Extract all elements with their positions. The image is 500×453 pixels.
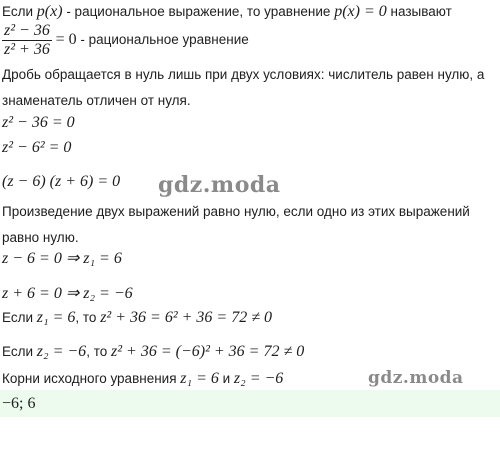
root-2: z + 6 = 0 ⇒ z₂ = −6: [2, 285, 133, 302]
fraction-line: [2, 22, 249, 59]
product-line-2: равно нулю.: [2, 230, 79, 245]
intro-suffix: называют: [386, 4, 452, 19]
check-2-mid: , то: [86, 344, 108, 359]
step-1: z² − 36 = 0: [2, 114, 75, 131]
root-1: z − 6 = 0 ⇒ z₁ = 6: [2, 250, 122, 267]
check-2-expr: z² + 36 = (−6)² + 36 = 72 ≠ 0: [111, 343, 305, 360]
check-1: [2, 309, 272, 327]
intro-line: [2, 3, 452, 21]
conclusion-prefix: Корни исходного уравнения: [2, 371, 177, 386]
conclusion-z1: z₁ = 6: [180, 370, 219, 387]
answer-value: −6; 6: [2, 395, 36, 412]
fraction-denominator: z² + 36: [4, 41, 50, 58]
check-1-var: z₁ = 6: [36, 309, 76, 326]
intro-middle: - рациональное выражение, то уравнение: [62, 4, 331, 19]
watermark-1: gdz.moda: [158, 172, 281, 198]
check-1-expr: z² + 36 = 6² + 36 = 72 ≠ 0: [100, 309, 272, 326]
intro-prefix: Если: [2, 4, 34, 19]
fraction-equals: = 0: [55, 31, 77, 49]
product-line-1: Произведение двух выражений равно нулю, если одно из этих выражений: [2, 204, 470, 219]
step-3: (z − 6) (z + 6) = 0: [2, 173, 121, 190]
intro-px2: p(x) = 0: [334, 3, 387, 20]
fraction-label: - рациональное уравнение: [76, 32, 249, 48]
check-1-prefix: Если: [2, 310, 34, 325]
intro-px1: p(x): [36, 3, 63, 20]
conclusion-line: [2, 370, 283, 388]
answer-box: [0, 390, 500, 417]
rational-fraction: [2, 22, 52, 59]
fraction-numerator: z² − 36: [4, 22, 50, 39]
check-1-mid: , то: [75, 310, 97, 325]
watermark-2: gdz.moda: [368, 368, 464, 388]
step-2: z² − 6² = 0: [2, 139, 72, 156]
check-2: [2, 343, 304, 361]
check-2-var: z₂ = −6: [36, 343, 87, 360]
conclusion-z2: z₂ = −6: [233, 370, 284, 387]
check-2-prefix: Если: [2, 344, 34, 359]
condition-line-1: Дробь обращается в нуль лишь при двух условиях: числитель равен нулю, а: [2, 67, 485, 82]
condition-line-2: знаменатель отличен от нуля.: [2, 93, 191, 108]
conclusion-and: и: [218, 371, 234, 386]
